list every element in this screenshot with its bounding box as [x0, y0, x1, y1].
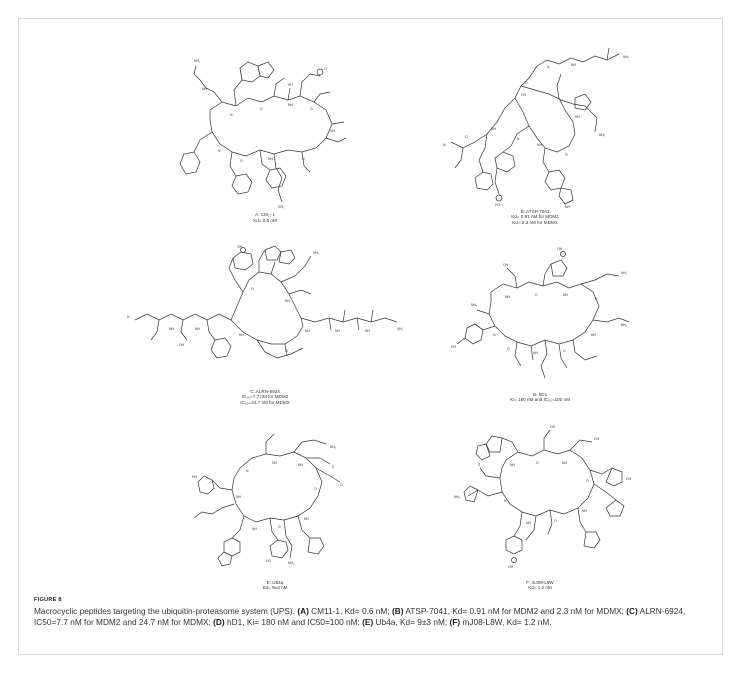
svg-text:NH: NH	[304, 517, 309, 521]
figure-label: FIGURE 8	[34, 597, 62, 603]
caption-part: Ub4a, Kd= 9±3 nM;	[373, 617, 450, 628]
svg-text:NH: NH	[591, 333, 596, 337]
panel-d-ki-ic50: Ki= 180 nM and IC₅₀=100 nM	[510, 397, 570, 403]
svg-text:O: O	[251, 287, 254, 291]
svg-text:OH: OH	[503, 263, 509, 267]
svg-text:N: N	[493, 333, 496, 337]
structure-drawing-c	[125, 240, 405, 385]
svg-text:OH: OH	[626, 477, 632, 481]
structure-drawing-e	[190, 428, 360, 568]
svg-text:OH: OH	[550, 425, 556, 429]
svg-text:HO: HO	[192, 475, 198, 479]
svg-text:NH: NH	[272, 461, 277, 465]
svg-text:NH: NH	[268, 157, 273, 161]
svg-text:HO: HO	[266, 559, 272, 563]
svg-text:NH: NH	[563, 293, 568, 297]
caption-part-label-b: (B)	[391, 606, 404, 616]
svg-text:O: O	[554, 519, 557, 523]
panel-c-name: C: ALRN-6924	[250, 389, 280, 394]
svg-text:OH: OH	[557, 247, 563, 251]
svg-text:OH: OH	[179, 343, 185, 347]
svg-text:O: O	[563, 349, 566, 353]
svg-text:NH₂: NH₂	[278, 205, 285, 209]
svg-text:NH: NH	[510, 463, 515, 467]
svg-text:N: N	[230, 113, 233, 117]
structure-panel-b	[425, 38, 645, 210]
svg-text:OH: OH	[508, 565, 514, 569]
panel-b-kd-mdm2: Kd= 0.91 nM for MDM2	[511, 214, 559, 220]
structure-panel-c	[125, 240, 405, 385]
svg-text:NH: NH	[236, 495, 241, 499]
svg-text:O: O	[285, 349, 288, 353]
svg-text:SH: SH	[288, 83, 293, 87]
caption-part: ATSP-7041, Kd= 0.91 nM for MDM2 and 2.3 nM for MDMX;	[403, 606, 627, 616]
svg-text:NH: NH	[335, 329, 340, 333]
svg-text:NH₂: NH₂	[599, 133, 606, 137]
svg-text:NH: NH	[505, 295, 510, 299]
svg-text:O: O	[465, 135, 468, 139]
svg-text:O: O	[586, 479, 589, 483]
svg-text:O: O	[565, 153, 568, 157]
panel-f-name: F: mJ08-L8W	[526, 580, 554, 585]
svg-text:N: N	[127, 315, 130, 319]
svg-text:NH₂: NH₂	[288, 561, 295, 565]
panel-e-kd: Kd= 9±3 nM	[262, 585, 288, 591]
figure-caption	[34, 606, 709, 628]
svg-text:O: O	[536, 461, 539, 465]
panel-a-kd: Kd= 0.6 nM	[253, 218, 277, 223]
svg-text:NH: NH	[305, 329, 310, 333]
caption-part: ALRN-6924, IC50=7.7 nM for MDM2 and 24.7 nM for MDMX;	[34, 606, 686, 628]
svg-text:N: N	[504, 499, 507, 503]
caption-part-label-f: (F)	[449, 617, 461, 628]
svg-text:NH₂: NH₂	[621, 323, 628, 327]
svg-text:O: O	[240, 159, 243, 163]
svg-text:O: O	[260, 107, 263, 111]
panel-f-kd: Kd= 1.2 nM	[528, 585, 552, 591]
caption-part: mJ08-L8W, Kd= 1.2 nM.	[460, 617, 552, 628]
svg-text:O: O	[535, 293, 538, 297]
svg-text:NH: NH	[285, 299, 290, 303]
structure-panel-d	[445, 240, 635, 395]
caption-part-label-a: (A)	[297, 606, 309, 616]
svg-text:NH: NH	[526, 521, 531, 525]
svg-text:NH: NH	[575, 115, 580, 119]
svg-text:N: N	[443, 143, 446, 147]
panel-a-name: A: CM₁₁-1	[255, 212, 275, 217]
svg-text:NH₂: NH₂	[623, 55, 630, 59]
panel-c-ic50-mdm2: IC₅₀=7.7 nM for MDM2	[241, 394, 289, 400]
svg-text:HO: HO	[451, 345, 457, 349]
svg-text:N: N	[547, 65, 550, 69]
svg-text:NH₂: NH₂	[454, 495, 461, 499]
caption-part: CM11-1, Kd= 0.6 nM;	[308, 606, 392, 616]
svg-text:S: S	[478, 463, 481, 467]
panel-b-kd-mdmx: Kd= 2.3 nM for MDMX	[512, 219, 558, 225]
svg-text:OH: OH	[521, 93, 527, 97]
svg-text:NH: NH	[330, 129, 335, 133]
svg-text:NH₂: NH₂	[330, 445, 337, 449]
panel-b-name: B: ATSP-7041	[520, 209, 550, 214]
svg-text:N: N	[218, 149, 221, 153]
svg-text:NH₂: NH₂	[194, 59, 201, 63]
svg-text:NH: NH	[202, 87, 207, 91]
svg-text:NH: NH	[169, 327, 174, 331]
svg-text:OH: OH	[594, 437, 600, 441]
structure-panel-e	[190, 428, 360, 568]
svg-text:NH: NH	[298, 463, 303, 467]
caption-part: Macrocyclic peptides targeting the ubiquitin-proteasome system (UPS).	[34, 606, 298, 616]
svg-text:O⁻: O⁻	[324, 67, 329, 71]
svg-text:NH: NH	[239, 333, 244, 337]
svg-text:O: O	[278, 525, 281, 529]
panel-c-ic50-mdmx: IC₅₀=24.7 nM for MDMX	[240, 399, 290, 405]
svg-text:O: O	[340, 483, 343, 487]
caption-part: hD1, Ki= 180 nM and IC50=100 nM;	[224, 617, 363, 628]
panel-e-name: E: Ub4a	[266, 580, 284, 585]
svg-text:O: O	[314, 487, 317, 491]
svg-text:NH₂: NH₂	[397, 327, 404, 331]
svg-text:O: O	[595, 297, 598, 301]
svg-text:N: N	[517, 137, 520, 141]
svg-text:NH: NH	[288, 103, 293, 107]
svg-text:O: O	[302, 157, 305, 161]
svg-text:O: O	[525, 81, 528, 85]
svg-text:NH: NH	[533, 351, 538, 355]
svg-text:NH: NH	[252, 527, 257, 531]
caption-part-label-c: (C)	[626, 606, 638, 616]
svg-text:NH: NH	[565, 205, 570, 209]
svg-text:HO: HO	[495, 203, 501, 207]
svg-text:NH: NH	[491, 127, 496, 131]
panel-d-name: D: hD1	[532, 392, 548, 397]
structure-drawing-d	[445, 240, 635, 395]
svg-text:O: O	[310, 107, 313, 111]
structure-drawing-b	[425, 38, 645, 210]
structure-panel-a	[170, 40, 360, 220]
svg-text:NH: NH	[537, 143, 542, 147]
svg-text:NH: NH	[365, 329, 370, 333]
structure-drawing-a	[170, 40, 360, 220]
svg-text:S: S	[332, 465, 335, 469]
structure-panel-f	[450, 420, 630, 570]
svg-text:NH₂: NH₂	[313, 251, 320, 255]
svg-text:NH₂: NH₂	[621, 271, 628, 275]
svg-text:NH: NH	[562, 461, 567, 465]
svg-text:NH: NH	[571, 63, 576, 67]
svg-text:NH: NH	[582, 509, 587, 513]
svg-text:O: O	[507, 347, 510, 351]
svg-text:N: N	[246, 469, 249, 473]
caption-part-label-e: (E)	[362, 617, 374, 628]
caption-part-label-d: (D)	[213, 617, 225, 628]
svg-text:OH: OH	[237, 245, 243, 249]
svg-text:NH₂: NH₂	[471, 303, 478, 307]
structure-drawing-f	[450, 420, 630, 570]
svg-text:NH: NH	[195, 327, 200, 331]
